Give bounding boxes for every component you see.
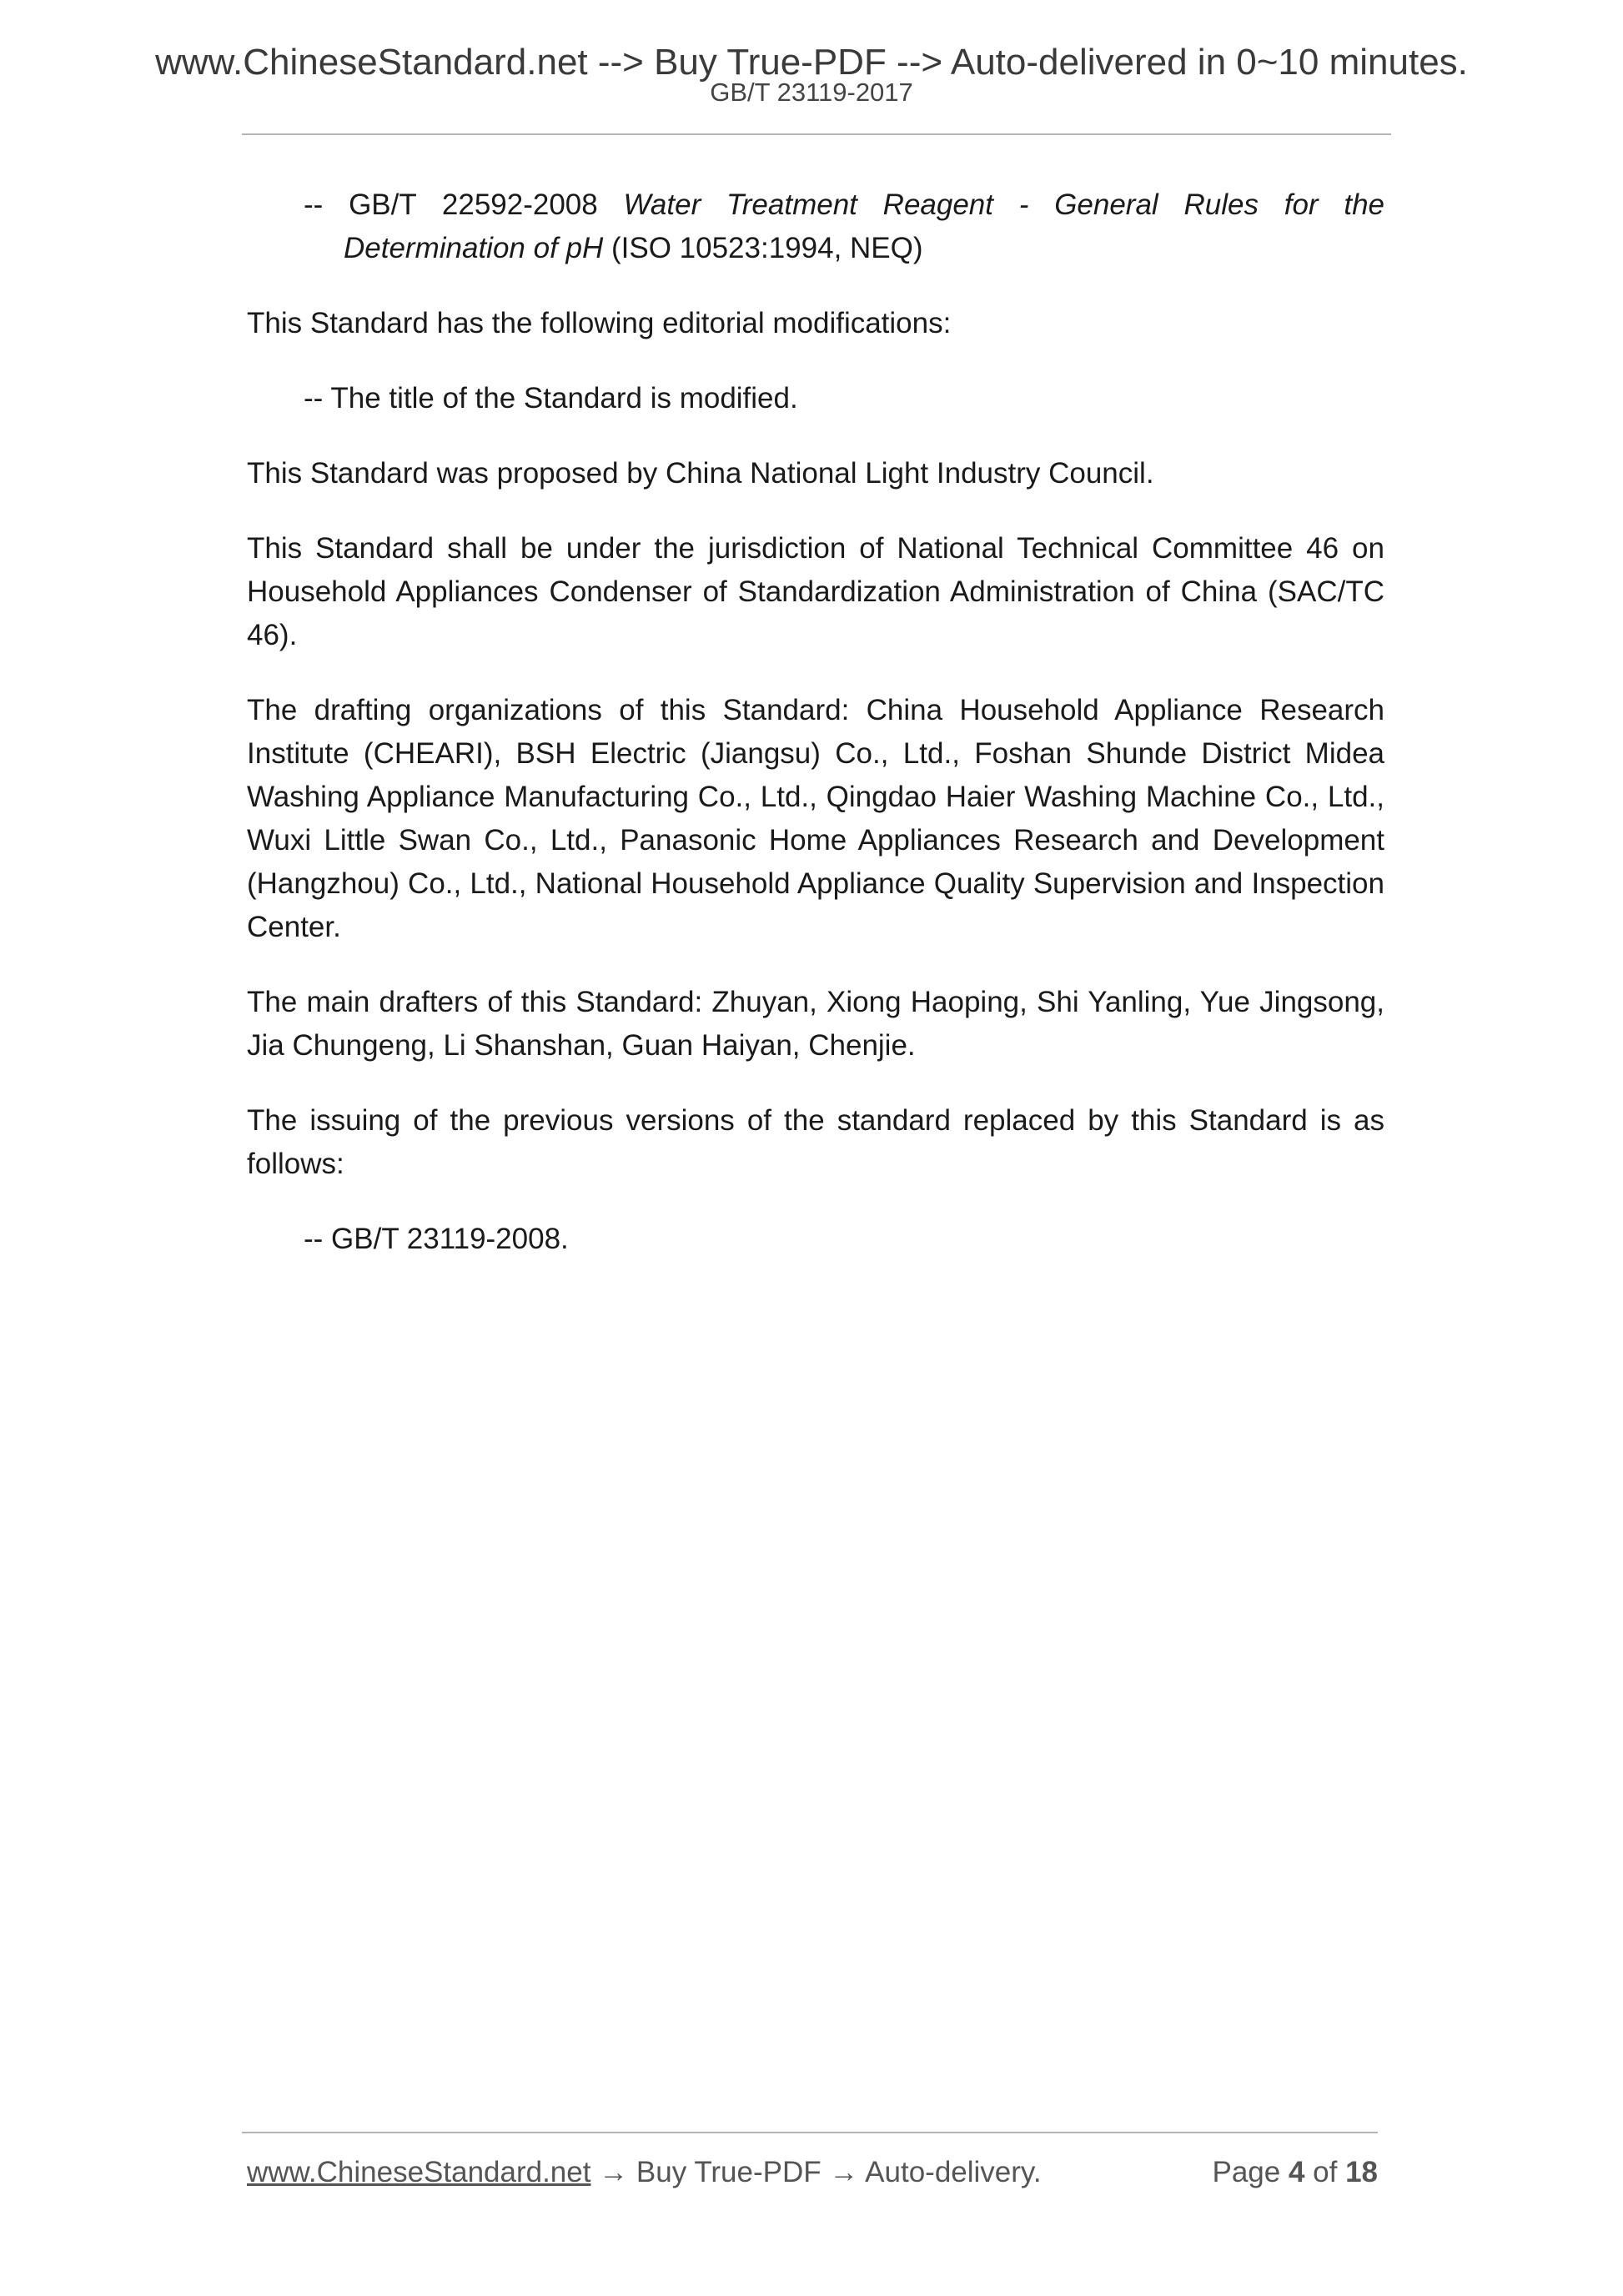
footer-promo [247,2153,1042,2192]
main-drafters: The main drafters of this Standard: Zhuyan, Xiong Haoping, Shi Yanling, Yue Jingsong, Jia Chungeng, Li Shanshan, Guan Haiyan, Chenjie. [247,986,1384,1062]
footer-tagline: → Buy True-PDF → Auto-delivery. [590,2156,1042,2188]
page-label: Page [1212,2156,1289,2188]
previous-version-item: -- GB/T 23119-2008. [304,1223,569,1255]
jurisdiction-statement: This Standard shall be under the jurisdiction of National Technical Committee 46 on Household Appliances Condenser of Standardization Administration of China (SAC/TC 46). [247,532,1384,651]
editorial-intro: This Standard has the following editorial modifications: [247,307,952,339]
previous-versions-intro: The issuing of the previous versions of the standard replaced by this Standard is as follows: [247,1104,1384,1180]
of-label: of [1304,2156,1346,2188]
header-divider [242,133,1391,135]
drafting-organizations: The drafting organizations of this Standard: China Household Appliance Research Institute (CHEARI), BSH Electric (Jiangsu) Co., Ltd., Foshan Shunde District Midea Washing Appliance Manufacturing Co., Ltd., Qingdao Haier Washing Machine Co., Ltd., Wuxi Little Swan Co., Ltd., Panasonic Home Appliances Research and Development (Hangzhou) Co., Ltd., National Household Appliance Quality Supervision and Inspection Center. [247,694,1384,943]
reference-title: Water Treatment Reagent - General Rules for the Determination of pH [344,188,1384,264]
site-banner: www.ChineseStandard.net --> Buy True-PDF --> Auto-delivered in 0~10 minutes. [155,42,1468,83]
page-number: 4 [1288,2156,1305,2188]
proposed-by-statement: This Standard was proposed by China National Light Industry Council. [247,457,1154,490]
reference-code: -- GB/T 22592-2008 [304,188,624,221]
editorial-item: -- The title of the Standard is modified. [304,382,798,414]
reference-equivalence: (ISO 10523:1994, NEQ) [603,232,923,264]
footer-site-link[interactable]: www.ChineseStandard.net [247,2156,591,2188]
footer-divider [242,2132,1378,2133]
normative-reference-item [247,183,1384,270]
total-pages: 18 [1345,2156,1378,2188]
page-indicator [1212,2153,1378,2192]
page-content [247,183,1384,1293]
document-code: GB/T 23119-2017 [710,78,913,107]
